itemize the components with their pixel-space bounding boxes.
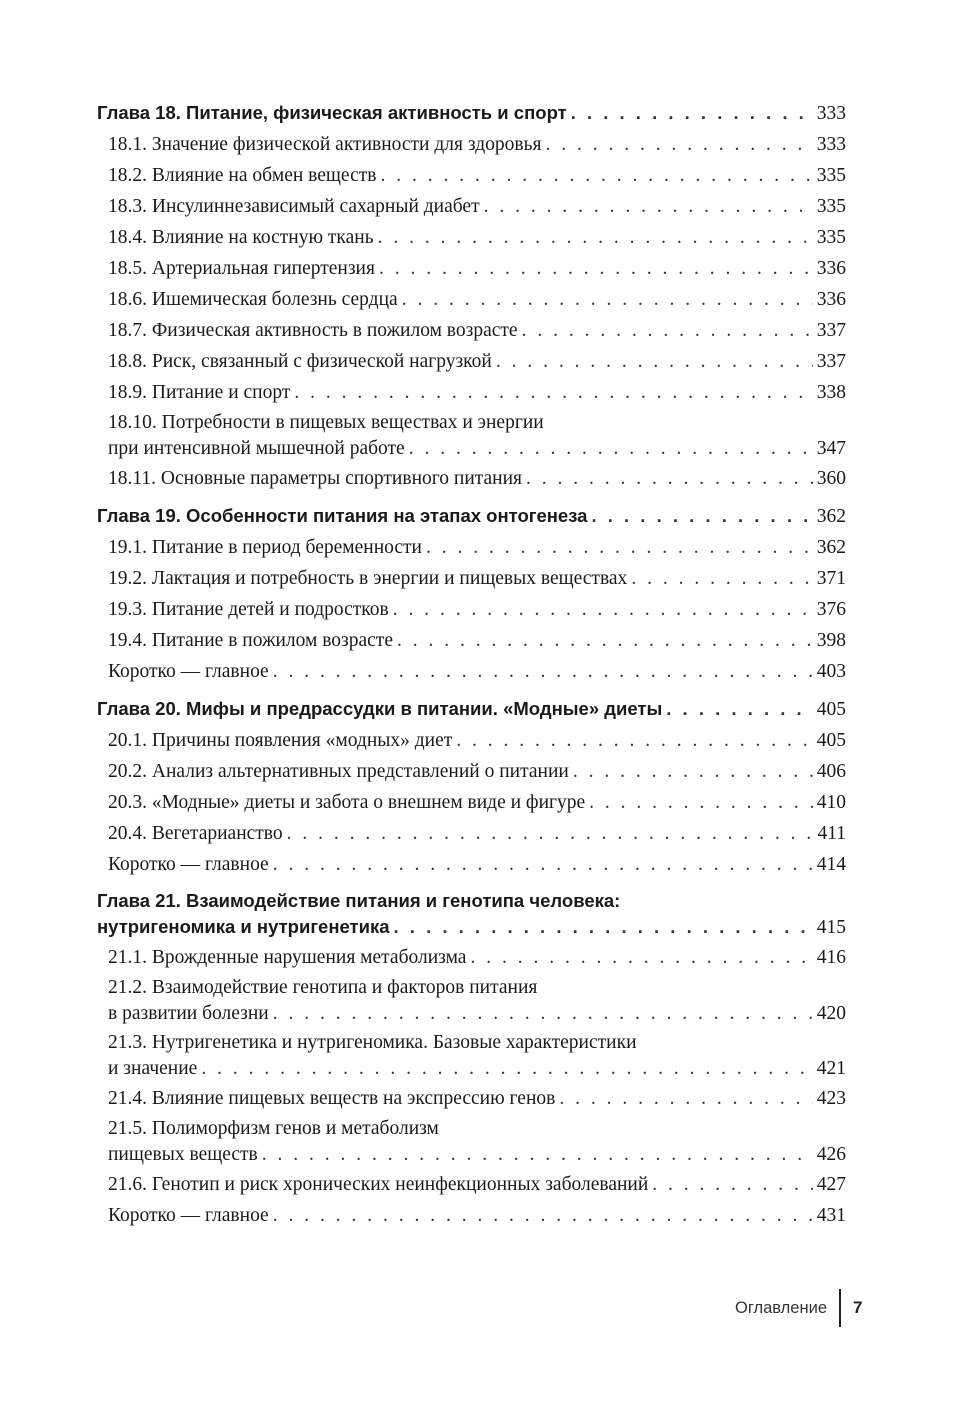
dot-leader [589,787,813,818]
dot-leader [559,1083,812,1114]
toc-chapter-entry[interactable] [97,886,846,942]
toc-section-entry[interactable] [97,1083,846,1114]
toc-entry-page: 337 [816,320,846,341]
toc-section-entry[interactable] [97,849,846,880]
toc-entry-title: 18.3. Инсулиннезависимый сахарный диабет [108,196,480,217]
toc-entry-title: 21.3. Нутригенетика и нутригеномика. Базовые характеристики [108,1032,637,1053]
toc-section-entry[interactable] [97,818,846,849]
dot-leader [402,284,813,315]
dot-leader [287,818,814,849]
dot-leader [273,849,813,880]
toc-entry-page: 406 [816,761,846,782]
toc-entry-page: 420 [816,1003,846,1024]
toc-section-entry[interactable] [97,129,846,160]
toc-entry-title-continued: пищевых веществ [108,1144,258,1165]
toc-entry-page: 423 [816,1088,846,1109]
dot-leader [666,693,812,724]
page-number: 7 [853,1298,863,1317]
toc-entry-title: 20.2. Анализ альтернативных представлений о питании [108,761,569,782]
dot-leader [652,1169,812,1200]
toc-section-entry[interactable] [97,787,846,818]
dot-leader [409,435,813,463]
page-footer [735,1288,862,1328]
running-footer-section: Оглавление [735,1298,827,1317]
toc-entry-title: Глава 20. Мифы и предрассудки в питании. «Модные» диеты [97,698,663,719]
toc-entry-title: 19.3. Питание детей и подростков [108,599,389,620]
toc-entry-title-continued: при интенсивной мышечной работе [108,438,405,459]
toc-section-entry[interactable] [97,377,846,408]
toc-entry-title: 18.8. Риск, связанный с физической нагрузкой [108,351,492,372]
toc-entry-page: 371 [816,568,846,589]
dot-leader [545,129,812,160]
toc-entry-page: 335 [816,165,846,186]
toc-entry-title: Глава 21. Взаимодействие питания и генотипа человека: [97,890,621,911]
toc-entry-page: 333 [816,134,846,155]
toc-entry-page: 335 [816,227,846,248]
dot-leader [379,253,813,284]
toc-entry-page: 336 [816,258,846,279]
toc-entry-page: 347 [816,438,846,459]
toc-section-entry[interactable] [97,1028,846,1083]
toc-entry-title: 18.11. Основные параметры спортивного питания [108,468,523,489]
toc-section-entry[interactable] [97,346,846,377]
toc-section-entry[interactable] [97,315,846,346]
toc-section-entry[interactable] [97,463,846,494]
toc-section-entry[interactable] [97,1200,846,1231]
toc-entry-title: 21.4. Влияние пищевых веществ на экспрессию генов [108,1088,556,1109]
toc-section-entry[interactable] [97,942,846,973]
toc-section-entry[interactable] [97,563,846,594]
toc-entry-page: 398 [816,630,846,651]
toc-section-entry[interactable] [97,408,846,463]
toc-entry-title: Коротко — главное [108,1205,269,1226]
toc-entry-title: 18.4. Влияние на костную ткань [108,227,374,248]
table-of-contents [97,97,846,1231]
toc-chapter-entry[interactable] [97,97,846,129]
footer-divider [839,1289,841,1327]
toc-entry-title: 20.3. «Модные» диеты и забота о внешнем виде и фигуре [108,792,586,813]
toc-section-entry[interactable] [97,1114,846,1169]
toc-section-entry[interactable] [97,656,846,687]
dot-leader [262,1141,813,1169]
toc-entry-title: Глава 18. Питание, физическая активность и спорт [97,102,567,123]
toc-entry-title: Коротко — главное [108,854,269,875]
dot-leader [631,563,812,594]
toc-chapter-entry[interactable] [97,500,846,532]
toc-entry-page: 426 [816,1144,846,1165]
toc-entry-page: 414 [816,854,846,875]
dot-leader [456,725,812,756]
toc-entry-page: 411 [817,823,846,844]
toc-section-entry[interactable] [97,973,846,1028]
dot-leader [591,500,812,531]
toc-entry-page: 403 [816,661,846,682]
toc-entry-title: 21.5. Полиморфизм генов и метаболизм [108,1118,439,1139]
toc-entry-title: Коротко — главное [108,661,269,682]
toc-entry-title: 19.4. Питание в пожилом возрасте [108,630,393,651]
toc-entry-page: 362 [816,506,846,527]
toc-entry-page: 376 [816,599,846,620]
toc-entry-page: 405 [816,730,846,751]
dot-leader [526,463,813,494]
dot-leader [201,1055,812,1083]
toc-entry-title: 20.4. Вегетарианство [108,823,283,844]
toc-section-entry[interactable] [97,625,846,656]
toc-entry-page: 427 [816,1174,846,1195]
toc-section-entry[interactable] [97,594,846,625]
toc-entry-page: 336 [816,289,846,310]
toc-entry-title: 19.1. Питание в период беременности [108,537,422,558]
dot-leader [378,222,813,253]
toc-entry-title-continued: и значение [108,1058,198,1079]
toc-entry-title-continued: в развитии болезни [108,1003,269,1024]
toc-entry-title: 21.1. Врожденные нарушения метаболизма [108,947,467,968]
toc-section-entry[interactable] [97,191,846,222]
toc-section-entry[interactable] [97,725,846,756]
toc-entry-title: 18.9. Питание и спорт [108,382,291,403]
toc-entry-title: 18.1. Значение физической активности для здоровья [108,134,542,155]
dot-leader [397,625,813,656]
dot-leader [573,756,813,787]
dot-leader [496,346,813,377]
toc-entry-page: 410 [816,792,846,813]
toc-entry-title: 20.1. Причины появления «модных» диет [108,730,453,751]
toc-entry-page: 421 [816,1058,846,1079]
toc-entry-page: 337 [816,351,846,372]
toc-entry-title: 18.7. Физическая активность в пожилом возрасте [108,320,518,341]
toc-entry-title: 21.6. Генотип и риск хронических неинфекционных заболеваний [108,1174,649,1195]
toc-entry-page: 335 [816,196,846,217]
toc-section-entry[interactable] [97,756,846,787]
toc-entry-title: 18.2. Влияние на обмен веществ [108,165,377,186]
toc-entry-title: Глава 19. Особенности питания на этапах онтогенеза [97,505,588,526]
toc-chapter-entry[interactable] [97,693,846,725]
dot-leader [393,594,813,625]
toc-entry-page: 431 [816,1205,846,1226]
toc-section-entry[interactable] [97,1169,846,1200]
dot-leader [426,532,813,563]
dot-leader [484,191,813,222]
toc-entry-page: 405 [816,699,846,720]
toc-entry-page: 415 [816,917,846,938]
dot-leader [380,160,812,191]
toc-entry-title-continued: нутригеномика и нутригенетика [97,916,390,937]
toc-section-entry[interactable] [97,253,846,284]
dot-leader [273,1000,813,1028]
toc-entry-title: 19.2. Лактация и потребность в энергии и пищевых веществах [108,568,628,589]
dot-leader [294,377,812,408]
toc-section-entry[interactable] [97,284,846,315]
toc-section-entry[interactable] [97,160,846,191]
dot-leader [571,97,813,128]
toc-entry-title: 18.10. Потребности в пищевых веществах и энергии [108,412,544,433]
dot-leader [394,913,813,941]
toc-entry-page: 416 [816,947,846,968]
dot-leader [522,315,813,346]
dot-leader [273,656,813,687]
toc-entry-page: 360 [816,468,846,489]
toc-entry-title: 21.2. Взаимодействие генотипа и факторов питания [108,977,538,998]
toc-entry-page: 338 [816,382,846,403]
toc-section-entry[interactable] [97,532,846,563]
toc-section-entry[interactable] [97,222,846,253]
toc-entry-title: 18.6. Ишемическая болезнь сердца [108,289,398,310]
toc-entry-title: 18.5. Артериальная гипертензия [108,258,375,279]
dot-leader [470,942,812,973]
toc-entry-page: 333 [816,103,846,124]
toc-entry-page: 362 [816,537,846,558]
dot-leader [273,1200,813,1231]
